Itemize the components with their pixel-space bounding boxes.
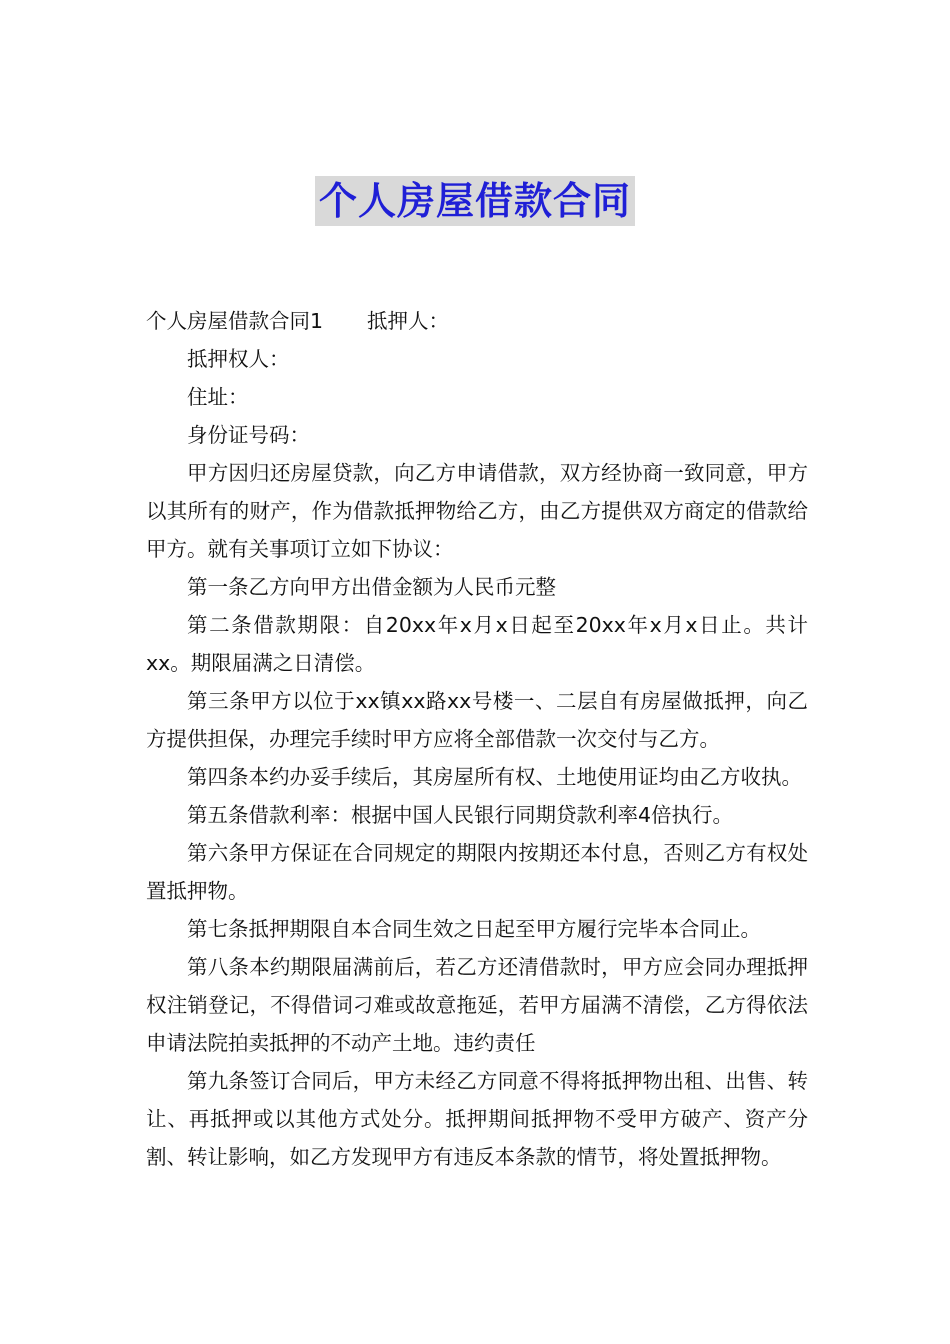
article-7: 第七条抵押期限自本合同生效之日起至甲方履行完毕本合同止。 <box>187 917 761 941</box>
title-container <box>0 176 950 226</box>
id-number-label: 身份证号码： <box>187 423 310 447</box>
address-label: 住址： <box>187 385 249 409</box>
document-title: 个人房屋借款合同 <box>315 176 635 226</box>
contract-heading: 个人房屋借款合同1 <box>146 309 324 333</box>
article-6: 第六条甲方保证在合同规定的期限内按期还本付息，否则乙方有权处置抵押物。 <box>146 841 808 903</box>
article-1: 第一条乙方向甲方出借金额为人民币元整 <box>187 575 556 599</box>
article-8: 第八条本约期限届满前后，若乙方还清借款时，甲方应会同办理抵押权注销登记，不得借词刁难或故意拖延，若甲方届满不清偿，乙方得依法申请法院拍卖抵押的不动产土地。违约责任 <box>146 955 808 1055</box>
article-9: 第九条签订合同后，甲方未经乙方同意不得将抵押物出租、出售、转让、再抵押或以其他方式处分。抵押期间抵押物不受甲方破产、资产分割、转让影响，如乙方发现甲方有违反本条款的情节，将处置抵押物。 <box>146 1069 808 1169</box>
preamble-paragraph: 甲方因归还房屋贷款，向乙方申请借款，双方经协商一致同意，甲方以其所有的财产，作为借款抵押物给乙方，由乙方提供双方商定的借款给甲方。就有关事项订立如下协议： <box>146 461 808 561</box>
mortgagor-label: 抵押人： <box>367 309 450 333</box>
article-2: 第二条借款期限：自20xx年x月x日起至20xx年x月x日止。共计xx。期限届满之日清偿。 <box>146 613 808 675</box>
contract-body <box>146 302 808 1176</box>
mortgagee-label: 抵押权人： <box>187 347 290 371</box>
article-3: 第三条甲方以位于xx镇xx路xx号楼一、二层自有房屋做抵押，向乙方提供担保，办理完手续时甲方应将全部借款一次交付与乙方。 <box>146 689 808 751</box>
article-4: 第四条本约办妥手续后，其房屋所有权、土地使用证均由乙方收执。 <box>187 765 802 789</box>
header-line <box>146 302 808 340</box>
article-5: 第五条借款利率：根据中国人民银行同期贷款利率4倍执行。 <box>187 803 734 827</box>
